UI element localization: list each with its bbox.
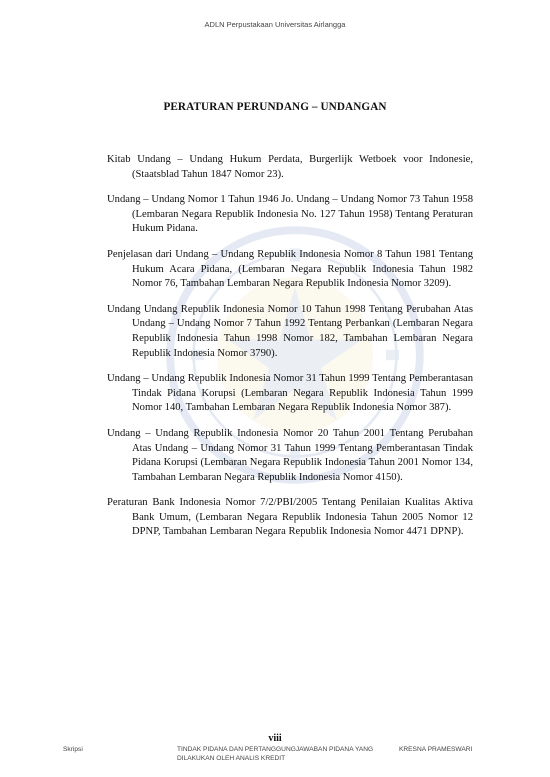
footer-thesis-title-line2: DILAKUKAN OLEH ANALIS KREDIT: [177, 754, 286, 762]
footer-thesis-title-line1: TINDAK PIDANA DAN PERTANGGUNGJAWABAN PIDANA YANG: [177, 746, 374, 753]
reference-item: Undang – Undang Republik Indonesia Nomor 31 Tahun 1999 Tentang Pemberantasan Tindak Pidana Korupsi (Lembaran Negara Republik Indonesia Tahun 1999 Nomor 140, Tambahan Lembaran Negara Republik Indonesia Nomor 387).: [107, 373, 473, 414]
reference-item: Kitab Undang – Undang Hukum Perdata, Burgerlijk Wetboek voor Indonesie, (Staatsblad Tahun 1847 Nomor 23).: [107, 154, 473, 180]
page-header: ADLN Perpustakaan Universitas Airlangga: [204, 20, 346, 29]
reference-item: Penjelasan dari Undang – Undang Republik Indonesia Nomor 8 Tahun 1981 Tentang Hukum Acara Pidana, (Lembaran Negara Republik Indonesia Tahun 1982 Nomor 76, Tambahan Lembaran Negara Republik Indonesia Nomor 3209).: [107, 248, 473, 290]
reference-item: Undang – Undang Republik Indonesia Nomor 20 Tahun 2001 Tentang Perubahan Atas Undang – Undang Nomor 31 Tahun 1999 Tentang Pemberantasan Tindak Pidana Korupsi (Lembaran Negara Republik Indonesia Tahun 2001 Nomor 134, Tambahan Lembaran Negara Republik Indonesia Nomor 4150).: [107, 427, 473, 483]
footer-document-type: Skripsi: [63, 746, 83, 753]
reference-item: Peraturan Bank Indonesia Nomor 7/2/PBI/2005 Tentang Penilaian Kualitas Aktiva Bank Umum, (Lembaran Negara Republik Indonesia Tahun 2005 Nomor 12 DPNP, Tambahan Lembaran Negara Republik Indonesia Nomor 4471 DPNP).: [107, 497, 473, 538]
page-footer: [0, 746, 550, 770]
footer-author: KRESNA PRAMESWARI: [399, 746, 473, 753]
legislation-list: [107, 153, 473, 551]
reference-item: Undang – Undang Nomor 1 Tahun 1946 Jo. Undang – Undang Nomor 73 Tahun 1958 (Lembaran Negara Republik Indonesia No. 127 Tahun 1958) Tentang Peraturan Hukum Pidana.: [107, 194, 473, 235]
reference-item: Undang Undang Republik Indonesia Nomor 10 Tahun 1998 Tentang Perubahan Atas Undang – Undang Nomor 7 Tahun 1992 Tentang Perbankan (Lembaran Negara Republik Indonesia Tahun 1998 Nomor 182, Tambahan Lembaran Negara Republik Indonesia Nomor 3790).: [107, 303, 473, 359]
section-title: PERATURAN PERUNDANG – UNDANGAN: [163, 101, 387, 113]
page-number: viii: [268, 733, 282, 744]
footer-thesis-title: [177, 746, 392, 763]
